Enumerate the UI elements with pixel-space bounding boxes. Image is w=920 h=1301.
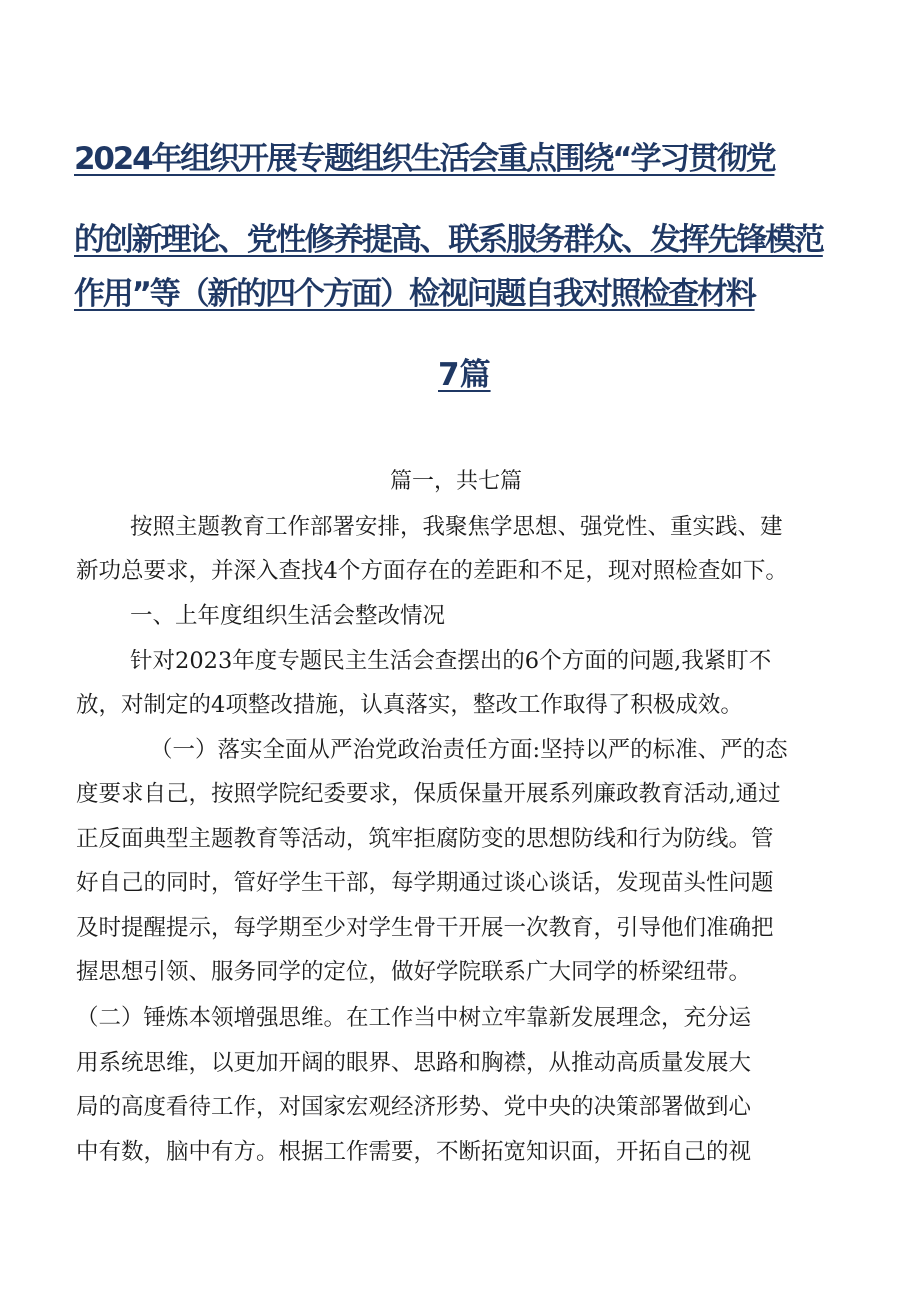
paragraph-4-line-3: 局的高度看待工作，对国家宏观经济形势、党中央的决策部署做到心 — [76, 1094, 752, 1120]
document-title-line-3: 作用”等（新的四个方面）检视问题自我对照检查材料 — [74, 276, 755, 312]
paragraph-3-line-4: 好自己的同时，管好学生干部，每学期通过谈心谈话，发现苗头性问题 — [76, 870, 774, 896]
paragraph-3-line-3: 正反面典型主题教育等活动，筑牢拒腐防变的思想防线和行为防线。管 — [76, 826, 774, 852]
paragraph-3-line-2: 度要求自己，按照学院纪委要求，保质保量开展系列廉政教育活动,通过 — [76, 781, 781, 807]
paragraph-3-line-1: （一）落实全面从严治党政治责任方面:坚持以严的标准、严的态 — [150, 737, 788, 763]
document-title-line-4: 7篇 — [438, 357, 491, 393]
paragraph-4-line-4: 中有数，脑中有方。根据工作需要，不断拓宽知识面，开拓自己的视 — [76, 1139, 752, 1165]
paragraph-1-line-2: 新功总要求，并深入查找4个方面存在的差距和不足，现对照检查如下。 — [76, 558, 788, 584]
paragraph-4-line-1: （二）锤炼本领增强思维。在工作当中树立牢靠新发展理念，充分运 — [76, 1005, 752, 1031]
paragraph-4-line-2: 用系统思维，以更加开阔的眼界、思路和胸襟，从推动高质量发展大 — [76, 1050, 752, 1076]
section-heading-1: 一、上年度组织生活会整改情况 — [130, 603, 446, 629]
paragraph-1-line-1: 按照主题教育工作部署安排，我聚焦学思想、强党性、重实践、建 — [130, 514, 783, 540]
paragraph-2-line-1: 针对2023年度专题民主生活会查摆出的6个方面的问题,我紧盯不 — [130, 648, 772, 674]
document-title-line-1: 2024年组织开展专题组织生活会重点围绕“学习贯彻党 — [74, 141, 775, 177]
section-subtitle: 篇一，共七篇 — [390, 469, 523, 494]
document-title-line-2: 的创新理论、党性修养提高、联系服务群众、发挥先锋模范 — [74, 222, 823, 258]
paragraph-2-line-2: 放，对制定的4项整改措施，认真落实，整改工作取得了积极成效。 — [76, 692, 743, 718]
paragraph-3-line-5: 及时提醒提示，每学期至少对学生骨干开展一次教育，引导他们准确把 — [76, 915, 774, 941]
paragraph-3-line-6: 握思想引领、服务同学的定位，做好学院联系广大同学的桥梁纽带。 — [76, 959, 752, 985]
